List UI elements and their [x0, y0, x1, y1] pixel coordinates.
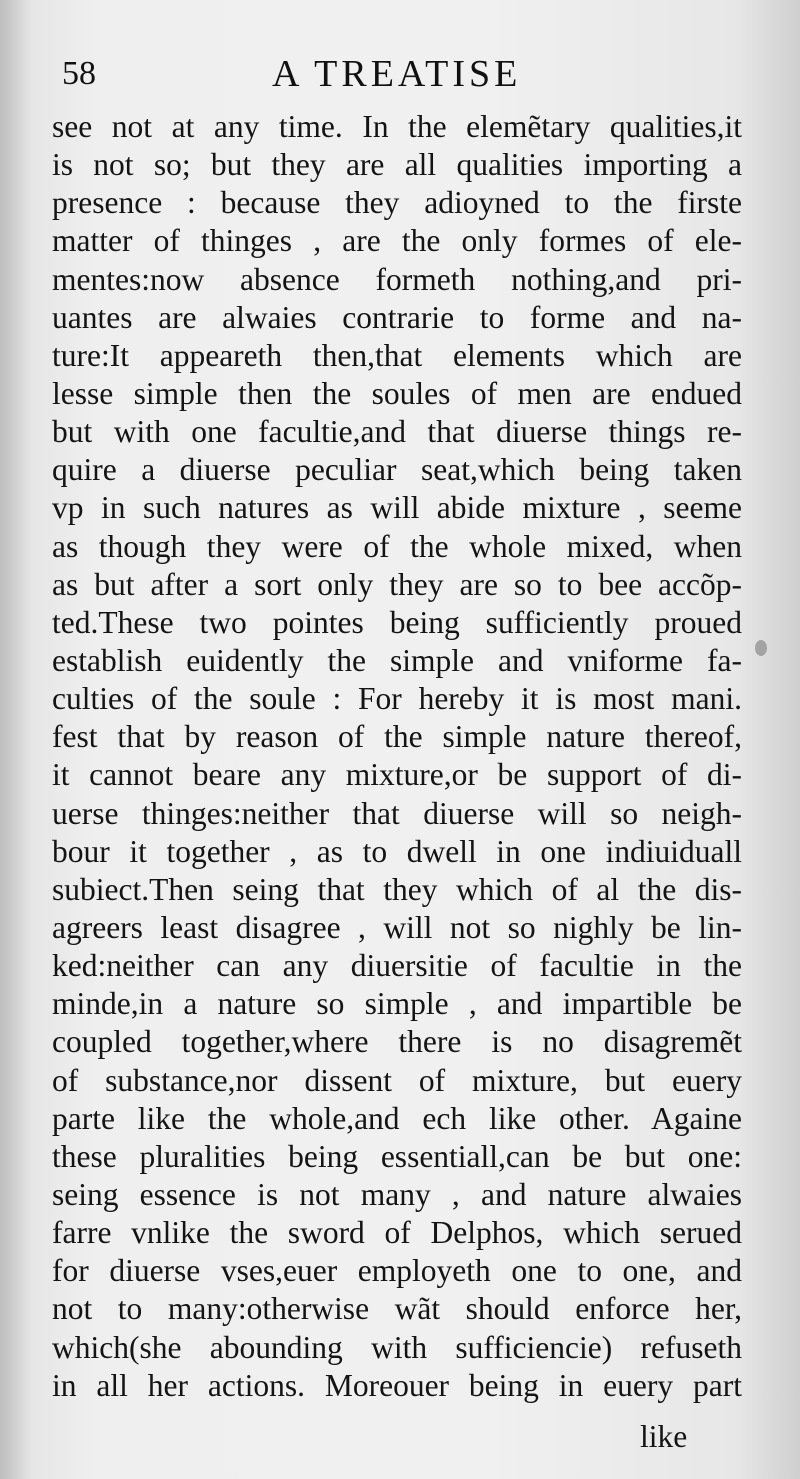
- body-text: [52, 108, 742, 1405]
- text-line: agreers least disagree , will not so nighly be lin-: [52, 909, 742, 945]
- text-line: ked:neither can any diuersitie of facultie in the: [52, 948, 742, 984]
- text-line: which(she abounding with sufficiencie) refuseth: [52, 1329, 742, 1365]
- text-line: but with one facultie,and that diuerse things re-: [52, 414, 742, 450]
- text-line: farre vnlike the sword of Delphos, which serued: [52, 1215, 742, 1251]
- text-line: quire a diuerse peculiar seat,which being taken: [52, 452, 742, 488]
- text-line: matter of thinges , are the only formes of ele-: [52, 223, 742, 259]
- text-line: seing essence is not many , and nature alwaies: [52, 1176, 742, 1212]
- text-line: mentes:now absence formeth nothing,and pri-: [52, 261, 742, 297]
- text-line: coupled together,where there is no disagremẽt: [52, 1024, 742, 1060]
- text-line: bour it together , as to dwell in one indiuiduall: [52, 833, 742, 869]
- text-line: minde,in a nature so simple , and impartible be: [52, 986, 742, 1022]
- text-line: for diuerse vses,euer employeth one to one, and: [52, 1253, 742, 1289]
- text-line: as but after a sort only they are so to bee accõp-: [52, 566, 742, 602]
- text-line: establish euidently the simple and vniforme fa-: [52, 642, 742, 678]
- ink-stain: [755, 640, 767, 656]
- text-line: not to many:otherwise wãt should enforce her,: [52, 1291, 742, 1327]
- page-number: 58: [62, 55, 96, 92]
- text-line: it cannot beare any mixture,or be support of di-: [52, 757, 742, 793]
- page-header: [62, 50, 742, 98]
- text-line: see not at any time. In the elemẽtary qualities,it: [52, 109, 742, 144]
- text-line: culties of the soule : For hereby it is most mani.: [52, 681, 742, 717]
- text-line: ture:It appeareth then,that elements which are: [52, 337, 742, 373]
- catchword: like: [640, 1419, 688, 1454]
- text-line: as though they were of the whole mixed, when: [52, 528, 742, 564]
- text-line: ted.These two pointes being sufficiently proued: [52, 604, 742, 640]
- text-line: of substance,nor dissent of mixture, but euery: [52, 1062, 742, 1098]
- text-line: presence : because they adioyned to the firste: [52, 185, 742, 221]
- text-line: vp in such natures as will abide mixture , seeme: [52, 490, 742, 526]
- text-line: uerse thinges:neither that diuerse will so neigh-: [52, 795, 742, 831]
- text-line: uantes are alwaies contrarie to forme and na-: [52, 299, 742, 335]
- text-line: lesse simple then the soules of men are endued: [52, 375, 742, 411]
- text-line: in all her actions. Moreouer being in euery part: [52, 1367, 742, 1403]
- text-line: these pluralities being essentiall,can be but one:: [52, 1138, 742, 1174]
- text-line: parte like the whole,and ech like other. Againe: [52, 1100, 742, 1136]
- text-line: is not so; but they are all qualities importing a: [52, 147, 742, 183]
- text-line: fest that by reason of the simple nature thereof,: [52, 719, 742, 755]
- running-head: A TREATISE: [272, 53, 522, 95]
- text-line: subiect.Then seing that they which of al the dis-: [52, 871, 742, 907]
